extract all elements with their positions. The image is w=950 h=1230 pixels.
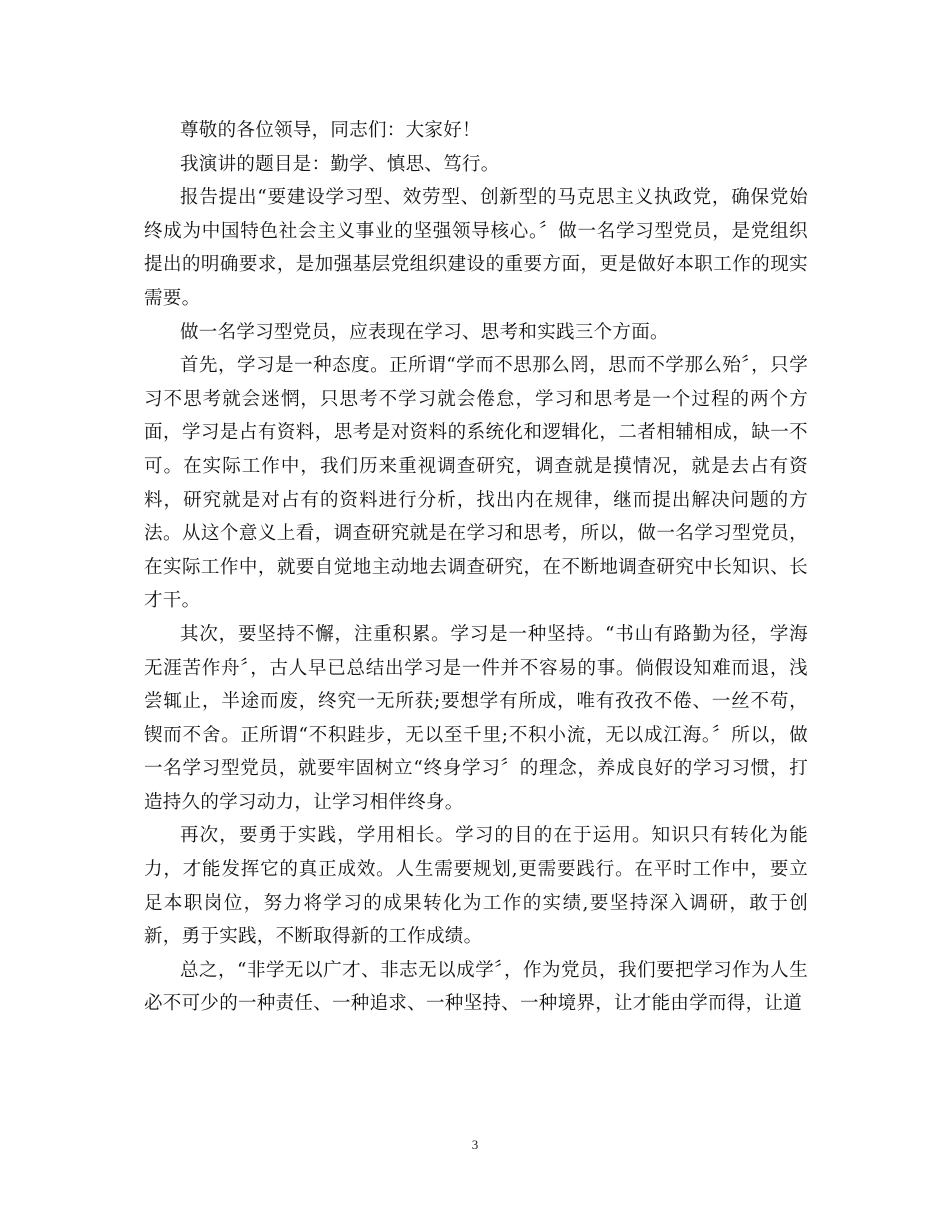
page-number: 3 xyxy=(471,1137,479,1152)
paragraph-conclusion: 总之，“非学无以广才、非志无以成学〞，作为党员，我们要把学习作为人生必不可少的一种责任、一种追求、一种坚持、一种境界，让才能由学而得，让道 xyxy=(144,959,808,1015)
paragraph-greeting: 尊敬的各位领导，同志们：大家好！ xyxy=(180,120,481,141)
paragraph-third: 再次，要勇于实践，学用相长。学习的目的在于运用。知识只有转化为能力，才能发挥它的真正成效。人生需要规划,更需要践行。在平时工作中，要立足本职岗位，努力将学习的成果转化为工作的实绩,要坚持深入调研，敢于创新，勇于实践，不断取得新的工作成绩。 xyxy=(144,825,808,948)
paragraph-topic: 我演讲的题目是：勤学、慎思、笃行。 xyxy=(180,153,500,175)
paragraph-first: 首先，学习是一种态度。正所谓“学而不思那么罔，思而不学那么殆〞，只学习不思考就会迷惘，只思考不学习就会倦怠，学习和思考是一个过程的两个方面，学习是占有资料，思考是对资料的系统化和逻辑化，二者相辅相成，缺一不可。在实际工作中，我们历来重视调查研究，调查就是摸情况，就是去占有资料，研究就是对占有的资料进行分析，找出内在规律，继而提出解决问题的方法。从这个意义上看，调查研究就是在学习和思考，所以，做一名学习型党员，在实际工作中，就要自觉地主动地去调查研究，在不断地调查研究中长知识、长才干。 xyxy=(144,355,808,612)
paragraph-three-aspects: 做一名学习型党员，应表现在学习、思考和实践三个方面。 xyxy=(180,321,669,343)
paragraph-second: 其次，要坚持不懈，注重积累。学习是一种坚持。“书山有路勤为径，学海无涯苦作舟〞，古人早已总结出学习是一件并不容易的事。倘假设知难而退，浅尝辄止，半途而废，终究一无所获;要想学有所成，唯有孜孜不倦、一丝不苟，锲而不舍。正所谓“不积跬步，无以至千里;不积小流，无以成江海。〞所以，做一名学习型党员，就要牢固树立“终身学习〞的理念，养成良好的学习习惯，打造持久的学习动力，让学习相伴终身。 xyxy=(144,623,808,813)
document-body xyxy=(144,114,808,1021)
paragraph-report: 报告提出“要建设学习型、效劳型、创新型的马克思主义执政党，确保党始终成为中国特色社会主义事业的坚强领导核心。〞做一名学习型党员，是党组织提出的明确要求，是加强基层党组织建设的重要方面，更是做好本职工作的现实需要。 xyxy=(144,187,808,309)
